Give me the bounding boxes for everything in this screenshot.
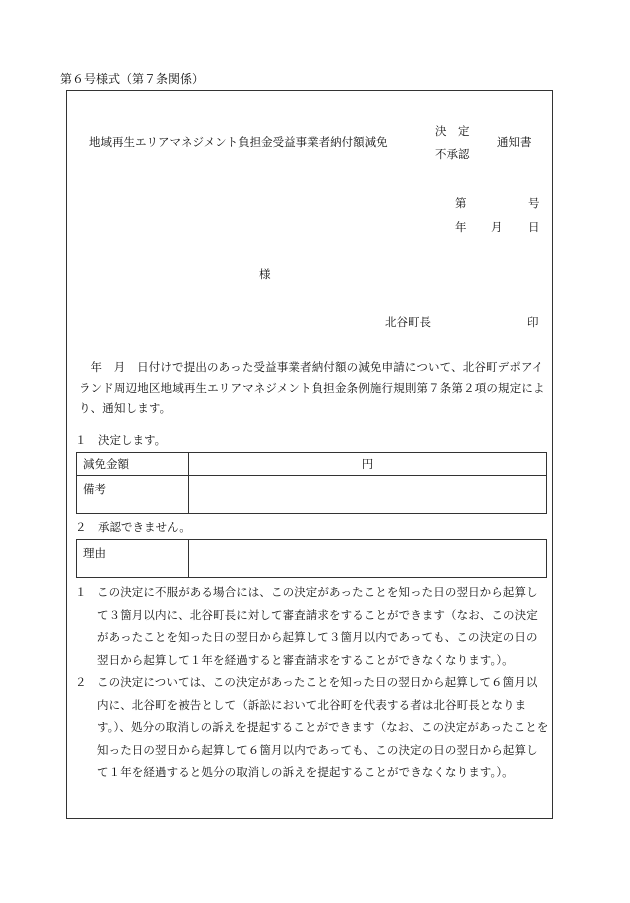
section-rejected-heading: ２ 承認できません。 — [75, 520, 191, 534]
form-number-label: 第６号様式（第７条関係） — [60, 72, 205, 86]
exemption-amount-label: 減免金額 — [77, 453, 189, 476]
addressee-suffix: 様 — [259, 267, 271, 281]
document-number-prefix: 第 — [455, 196, 467, 210]
option-decide: 決 定 — [435, 124, 470, 138]
table-row — [77, 540, 547, 578]
note-text: この決定については、この決定があったことを知った日の翌日から起算して６箇月以内に、北谷町を被告として（訴訟において北谷町を代表する者は北谷町長となります。）、処分の取消しの訴えを提起することができます（なお、この決定があったことを知った日の翌日から起算して６箇月以内であっても、この決定の日の翌日から起算して１年を経過すると処分の取消しの訴えを提起することができなくなります。）。 — [97, 675, 549, 779]
rejection-table — [76, 539, 547, 578]
list-item — [75, 581, 549, 671]
notice-paragraph: 年 月 日付けで提出のあった受益事業者納付額の減免申請について、北谷町デポアイランド周辺地区地域再生エリアマネジメント負担金条例施行規則第７条第２項の規定により、通知します。 — [79, 360, 545, 415]
document-title-suffix: 通知書 — [497, 135, 532, 149]
date-day-label: 日 — [528, 220, 540, 234]
notice-form-frame — [66, 90, 553, 819]
remarks-value — [189, 476, 547, 514]
note-number: ２ — [75, 675, 87, 689]
appeal-notes — [75, 581, 549, 784]
date-month-label: 月 — [491, 220, 503, 234]
notice-body — [79, 357, 545, 419]
document-number-suffix: 号 — [528, 196, 540, 210]
issuer-name: 北谷町長 — [385, 315, 431, 329]
reason-label: 理由 — [77, 540, 189, 578]
note-number: １ — [75, 585, 87, 599]
reason-value — [189, 540, 547, 578]
table-row — [77, 476, 547, 514]
list-item — [75, 671, 549, 784]
option-reject: 不承認 — [435, 147, 470, 161]
remarks-label: 備考 — [77, 476, 189, 514]
document-title: 地域再生エリアマネジメント負担金受益事業者納付額減免 — [89, 135, 388, 149]
table-row — [77, 453, 547, 476]
seal-label: 印 — [527, 315, 539, 329]
decision-table — [76, 452, 547, 514]
section-decided-heading: １ 決定します。 — [75, 433, 167, 447]
date-year-label: 年 — [455, 220, 467, 234]
exemption-amount-value: 円 — [189, 453, 547, 476]
note-text: この決定に不服がある場合には、この決定があったことを知った日の翌日から起算して３箇月以内に、北谷町長に対して審査請求をすることができます（なお、この決定があったことを知った日の翌日から起算して３箇月以内であっても、この決定の日の翌日から起算して１年を経過すると審査請求をすることができなくなります。）。 — [97, 585, 538, 667]
